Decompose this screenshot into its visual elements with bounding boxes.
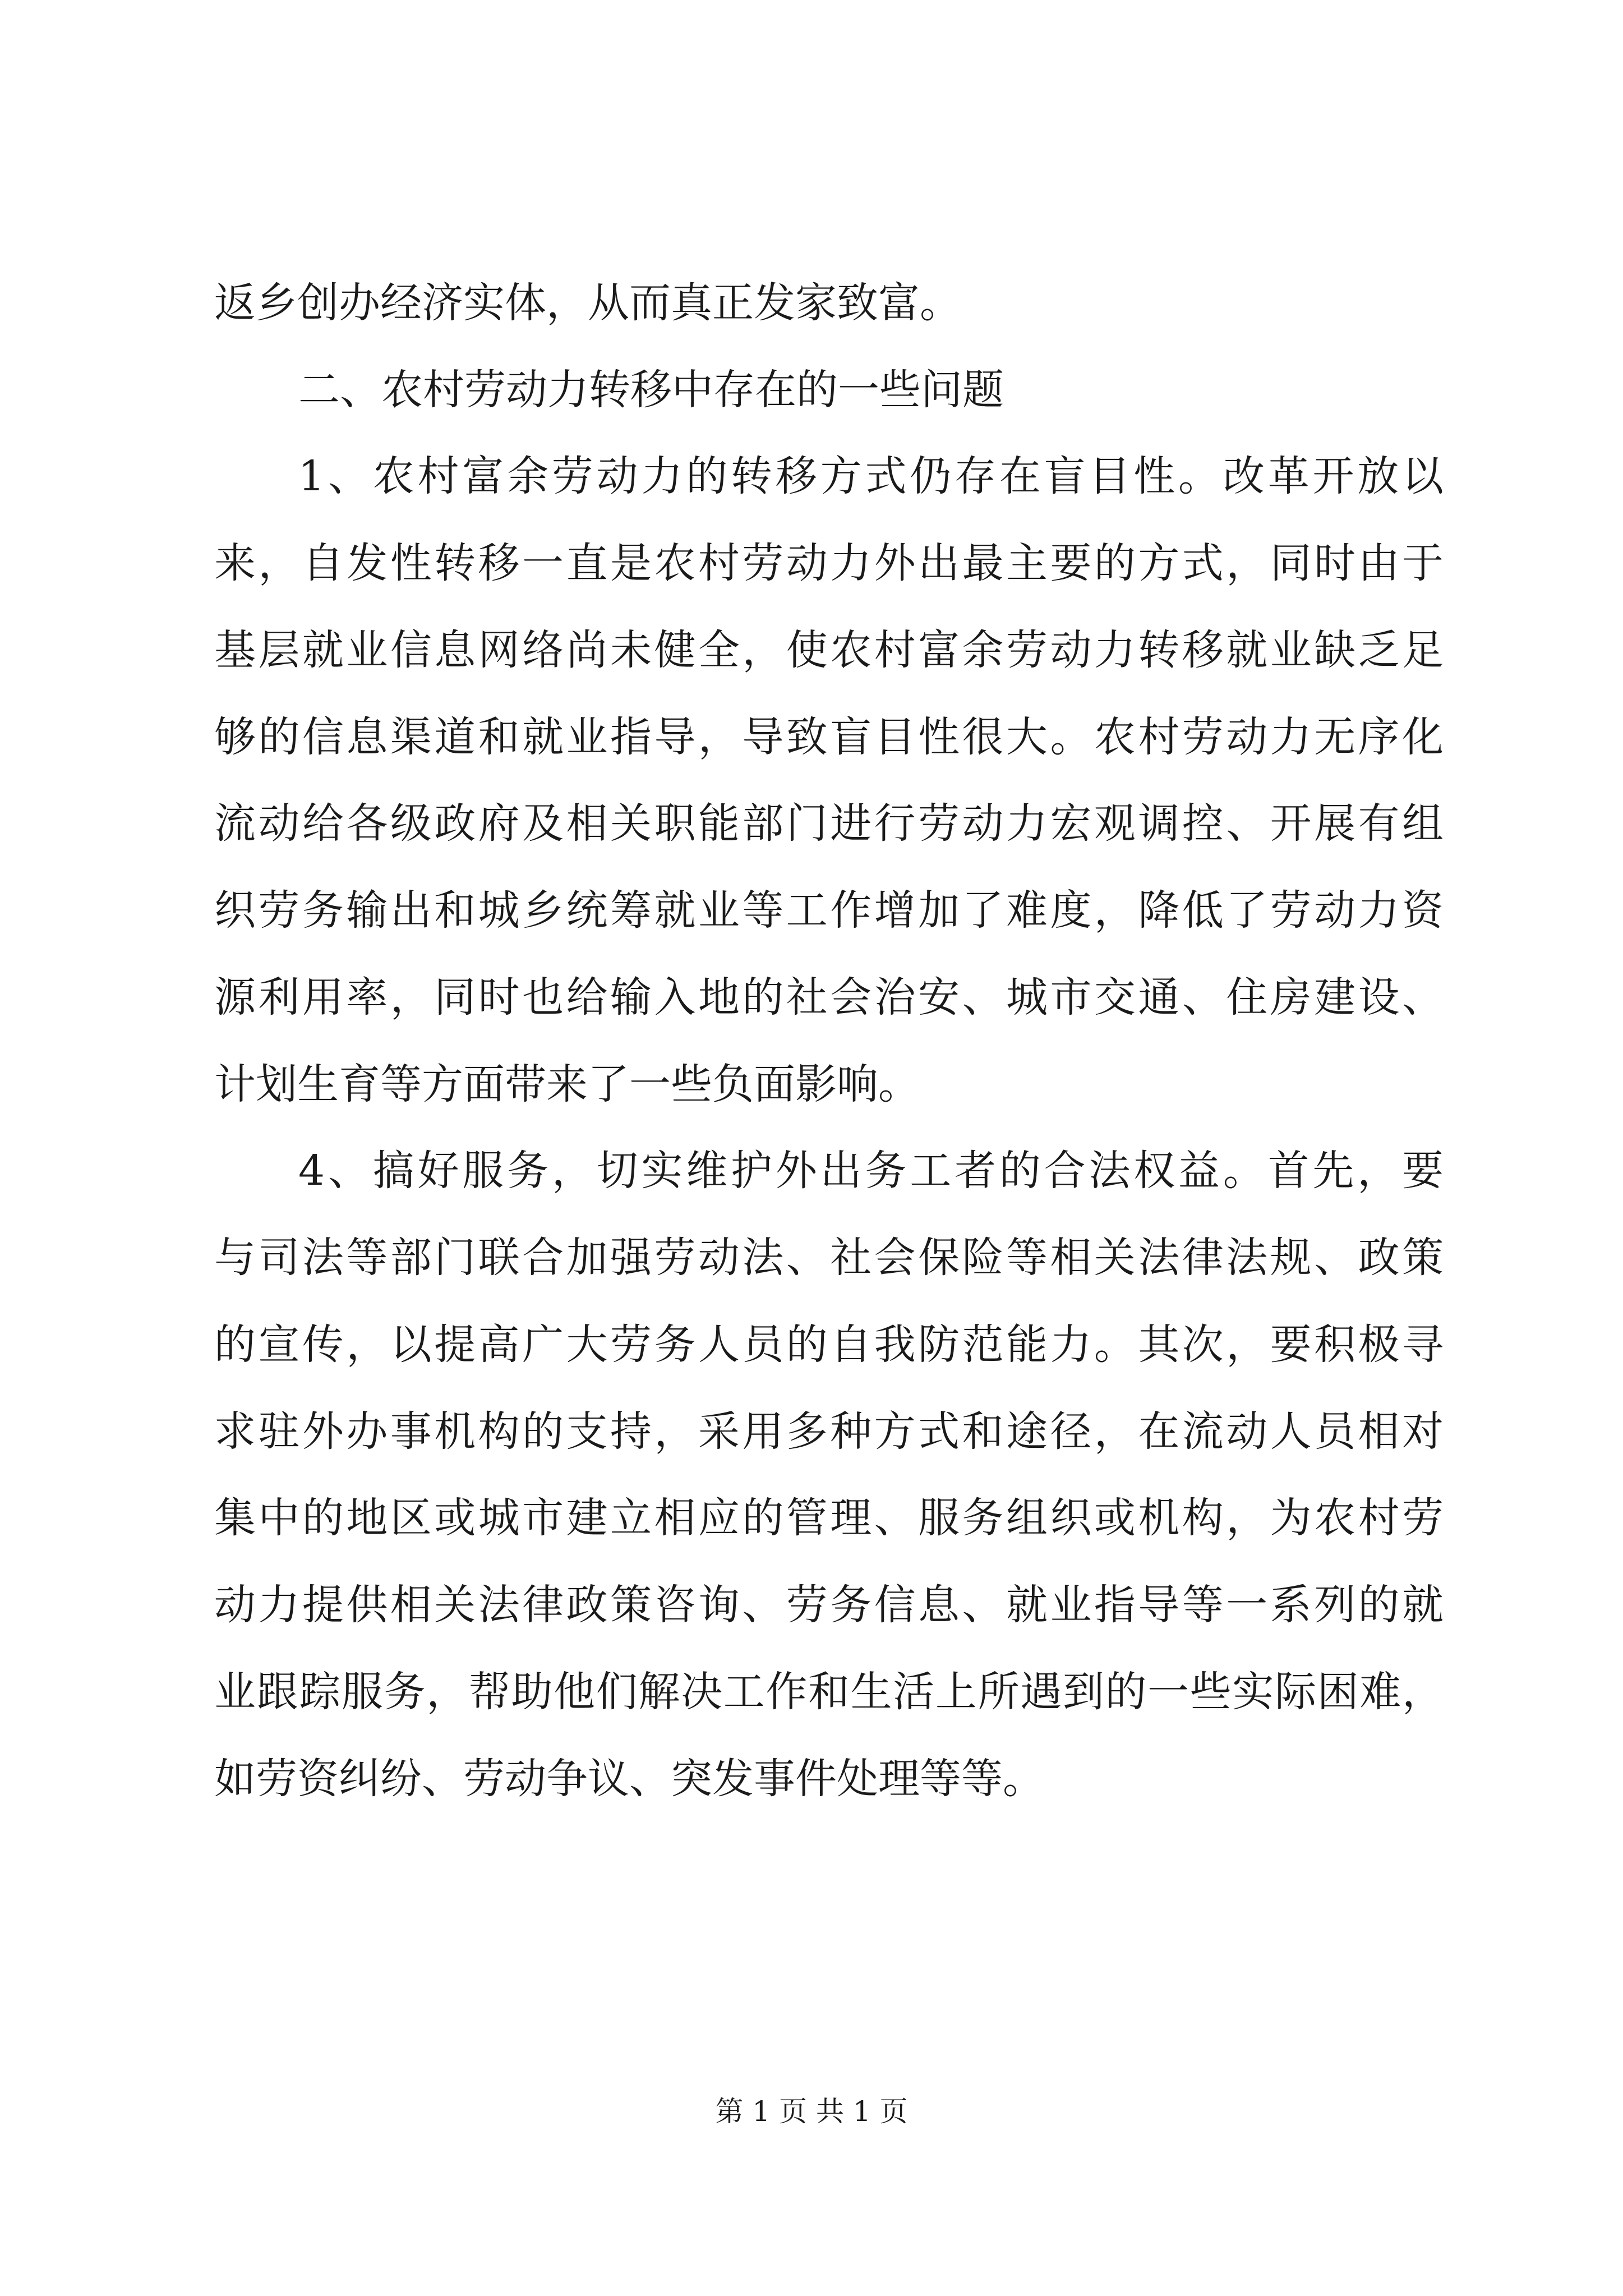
paragraph-1-line-8: 计划生育等方面带来了一些负面影响。 [214, 1060, 920, 1108]
paragraph-1-line-3: 基层就业信息网络尚未健全，使农村富余劳动力转移就业缺乏足 [214, 626, 1444, 674]
paragraph-2-line-3: 的宣传，以提高广大劳务人员的自我防范能力。其次，要积极寻 [214, 1320, 1444, 1369]
paragraph-2-line-4: 求驻外办事机构的支持，采用多种方式和途径，在流动人员相对 [214, 1407, 1444, 1456]
page-footer: 第 1 页 共 1 页 [715, 2095, 908, 2128]
section-heading: 二、农村劳动力转移中存在的一些问题 [298, 366, 1004, 414]
paragraph-2-line-8: 如劳资纠纷、劳动争议、突发事件处理等等。 [214, 1755, 1044, 1803]
paragraph-1-line-6: 织劳务输出和城乡统筹就业等工作增加了难度，降低了劳动力资 [214, 886, 1444, 935]
paragraph-1-line-7: 源利用率，同时也给输入地的社会治安、城市交通、住房建设、 [214, 973, 1444, 1022]
paragraph-1-line-1: 1、农村富余劳动力的转移方式仍存在盲目性。改革开放以 [298, 452, 1444, 500]
paragraph-2-line-6: 动力提供相关法律政策咨询、劳务信息、就业指导等一系列的就 [214, 1581, 1444, 1629]
paragraph-2-line-2: 与司法等部门联合加强劳动法、社会保险等相关法律法规、政策 [214, 1234, 1444, 1282]
paragraph-1-line-2: 来，自发性转移一直是农村劳动力外出最主要的方式，同时由于 [214, 539, 1444, 587]
paragraph-2-line-7: 业跟踪服务，帮助他们解决工作和生活上所遇到的一些实际困难， [214, 1668, 1444, 1716]
paragraph-1-line-4: 够的信息渠道和就业指导，导致盲目性很大。农村劳动力无序化 [214, 713, 1444, 761]
paragraph-2-line-1: 4、搞好服务，切实维护外出务工者的合法权益。首先，要 [298, 1147, 1444, 1195]
body-line-1: 返乡创办经济实体，从而真正发家致富。 [214, 279, 961, 327]
paragraph-2-line-5: 集中的地区或城市建立相应的管理、服务组织或机构，为农村劳 [214, 1494, 1444, 1542]
paragraph-1-line-5: 流动给各级政府及相关职能部门进行劳动力宏观调控、开展有组 [214, 799, 1444, 848]
